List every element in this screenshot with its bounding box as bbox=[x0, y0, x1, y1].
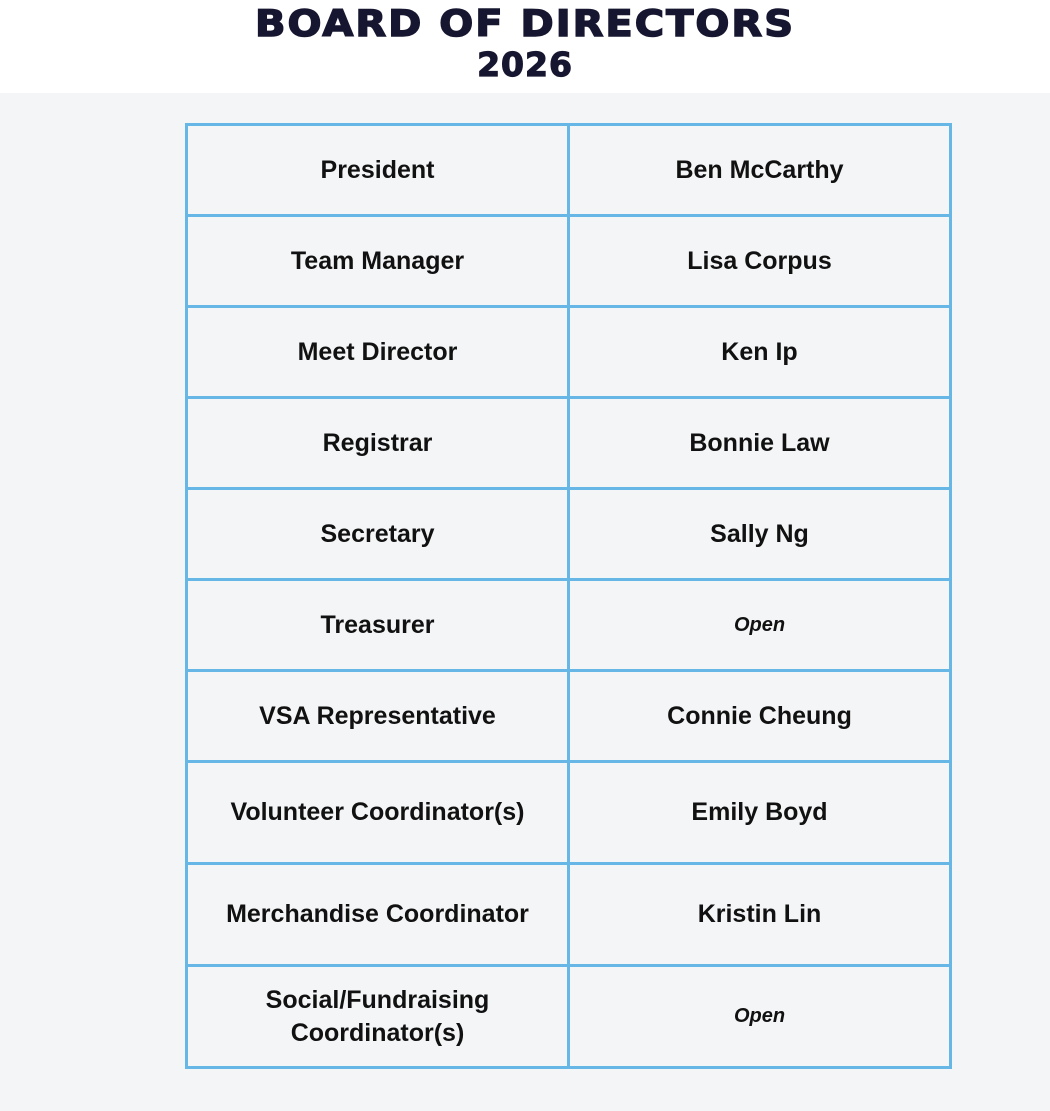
table-row bbox=[187, 398, 951, 489]
table-row bbox=[187, 671, 951, 762]
table-row bbox=[187, 489, 951, 580]
role-cell: VSA Representative bbox=[187, 671, 569, 762]
table-row bbox=[187, 864, 951, 966]
role-cell: Team Manager bbox=[187, 216, 569, 307]
board-of-directors-table bbox=[185, 123, 952, 1069]
table-row bbox=[187, 966, 951, 1068]
name-cell: Connie Cheung bbox=[569, 671, 951, 762]
name-cell: Emily Boyd bbox=[569, 762, 951, 864]
name-cell-open: Open bbox=[569, 580, 951, 671]
role-cell: Volunteer Coordinator(s) bbox=[187, 762, 569, 864]
name-cell: Sally Ng bbox=[569, 489, 951, 580]
page-header bbox=[0, 0, 1050, 93]
role-cell: Merchandise Coordinator bbox=[187, 864, 569, 966]
name-cell: Ben McCarthy bbox=[569, 125, 951, 216]
role-cell: Registrar bbox=[187, 398, 569, 489]
role-cell: Treasurer bbox=[187, 580, 569, 671]
role-cell: Meet Director bbox=[187, 307, 569, 398]
table-row bbox=[187, 580, 951, 671]
role-cell: President bbox=[187, 125, 569, 216]
role-cell: Social/Fundraising Coordinator(s) bbox=[187, 966, 569, 1068]
name-cell: Bonnie Law bbox=[569, 398, 951, 489]
name-cell-open: Open bbox=[569, 966, 951, 1068]
page-subtitle-year: 2026 bbox=[477, 45, 573, 84]
table-row bbox=[187, 125, 951, 216]
page-title: BOARD OF DIRECTORS bbox=[254, 2, 796, 46]
table-row bbox=[187, 307, 951, 398]
table-row bbox=[187, 216, 951, 307]
name-cell: Lisa Corpus bbox=[569, 216, 951, 307]
name-cell: Kristin Lin bbox=[569, 864, 951, 966]
table-row bbox=[187, 762, 951, 864]
role-cell: Secretary bbox=[187, 489, 569, 580]
name-cell: Ken Ip bbox=[569, 307, 951, 398]
